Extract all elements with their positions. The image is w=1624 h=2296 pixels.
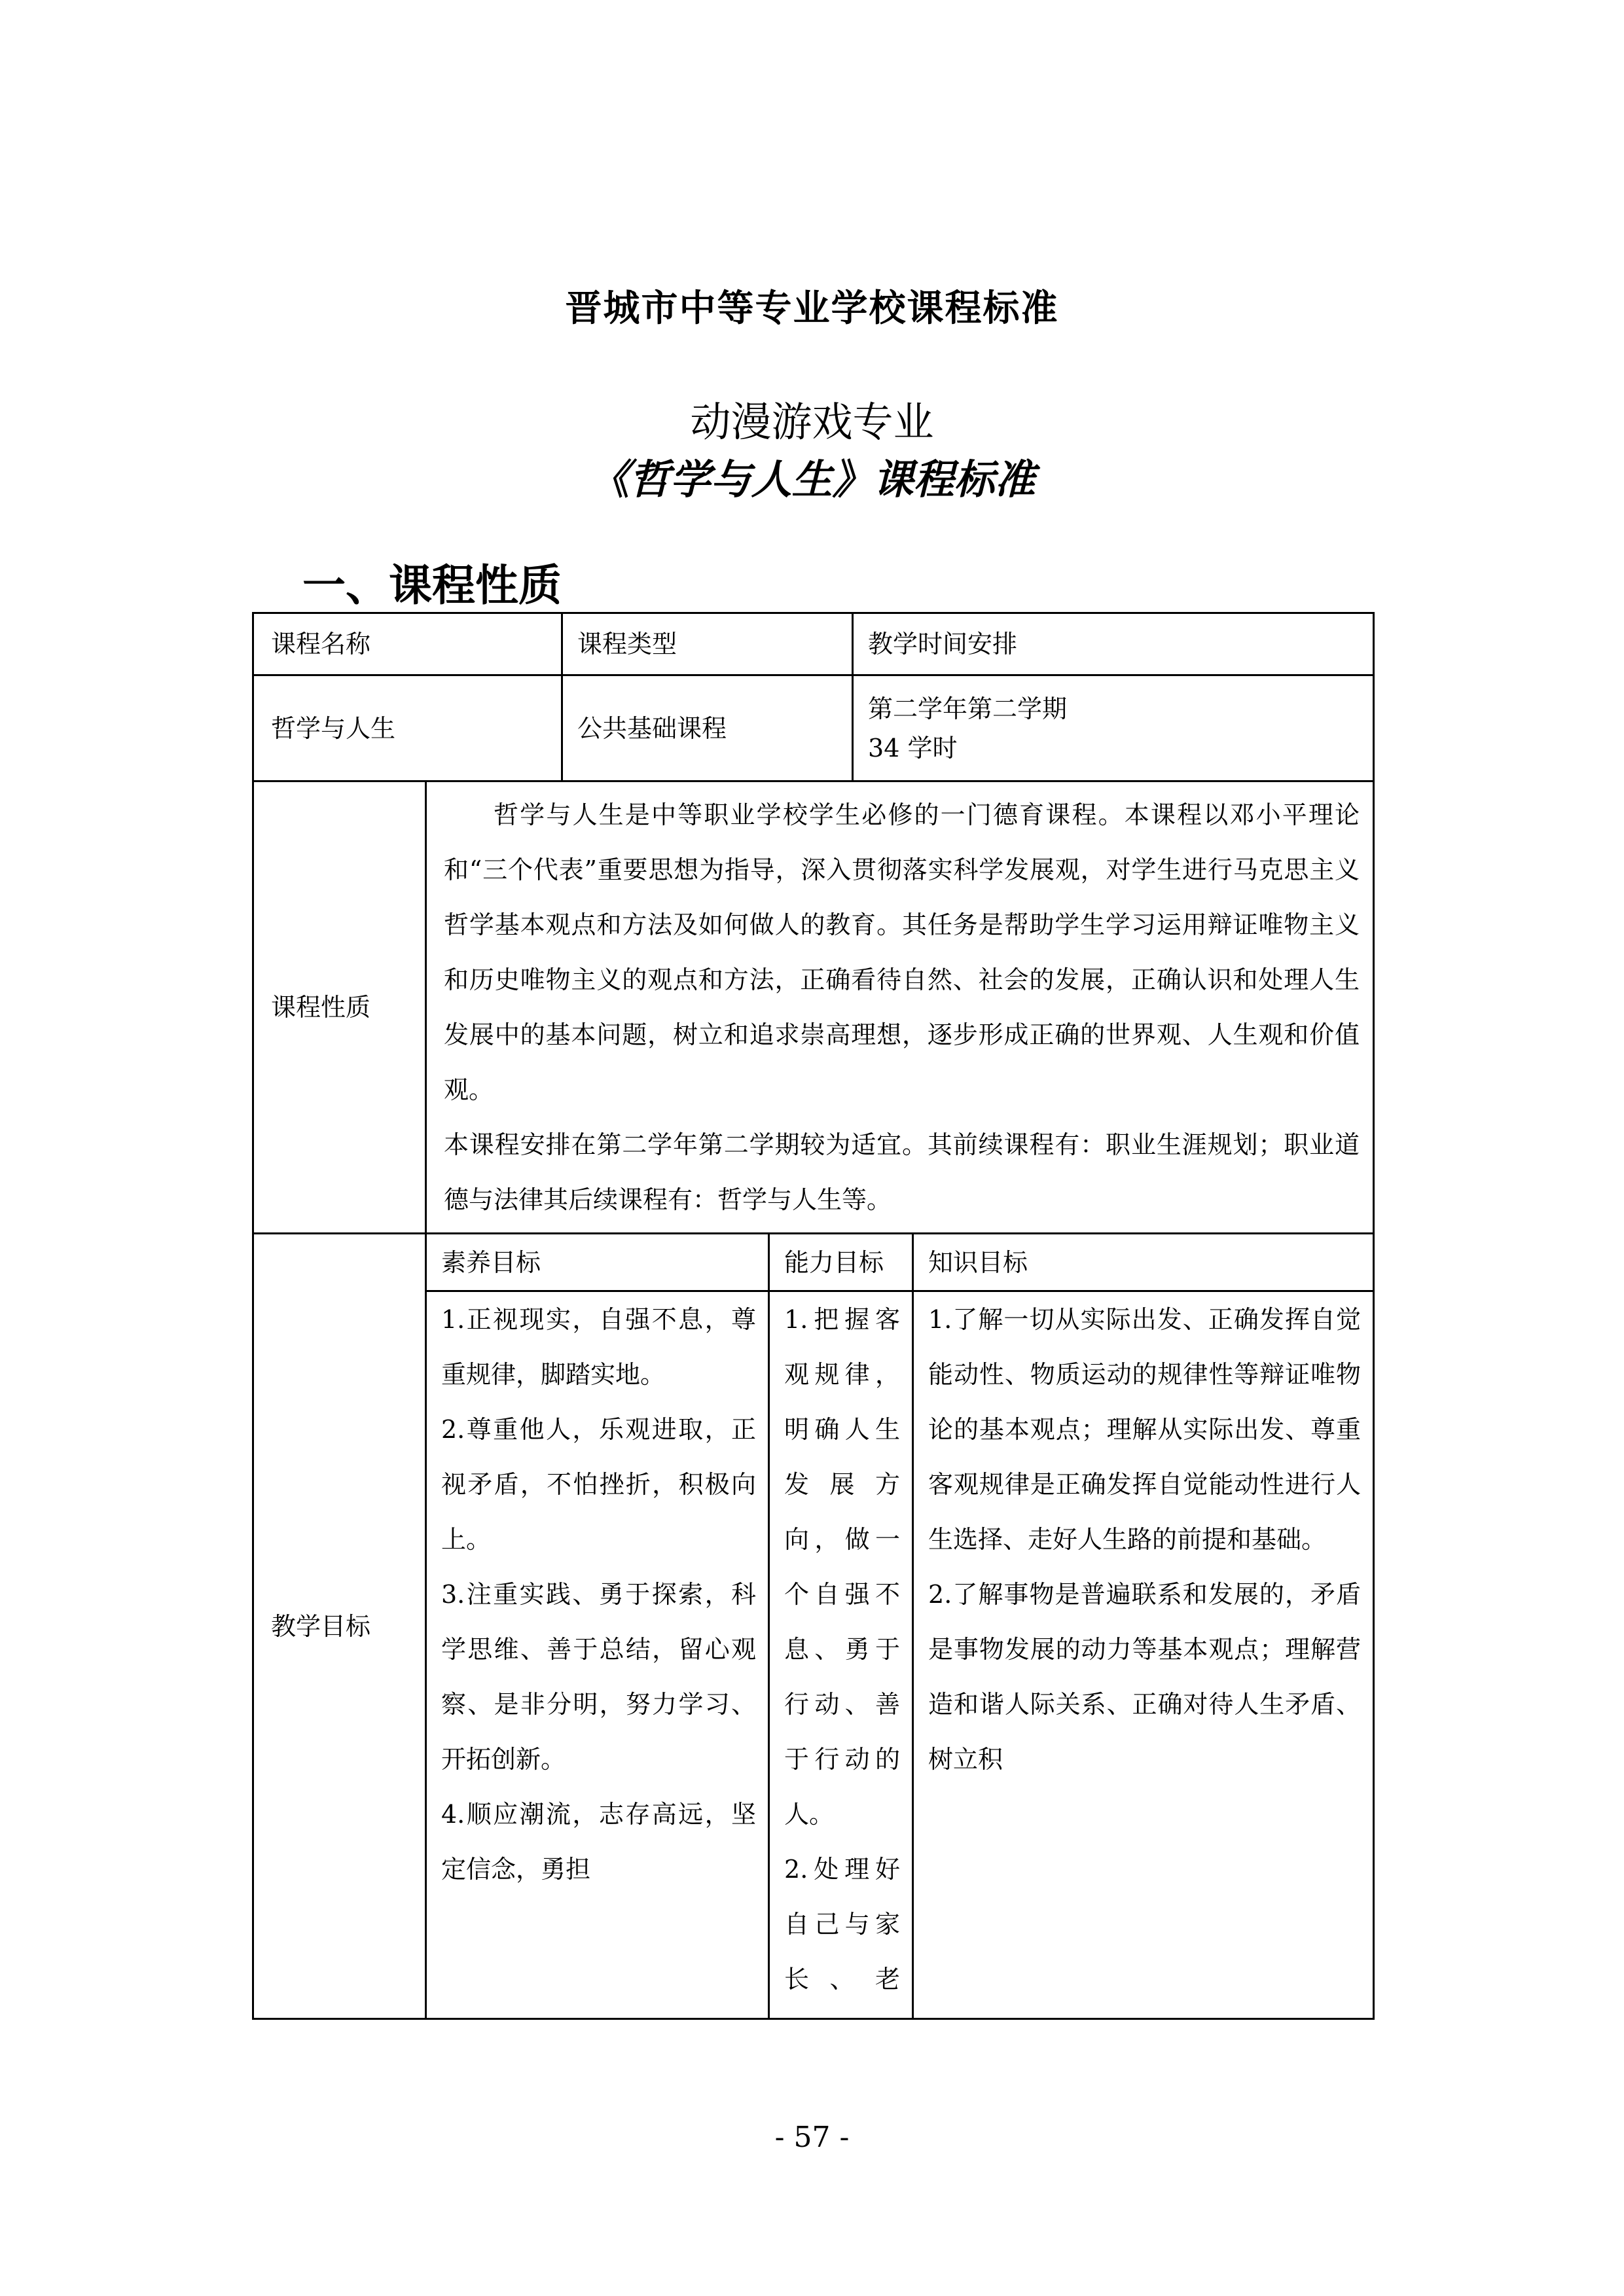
schedule-term: 第二学年第二学期 <box>868 694 1068 723</box>
table-row <box>253 675 1374 781</box>
objectives-header-row <box>253 1234 1374 1291</box>
course-title: 《哲学与人生》课程标准 <box>588 456 1036 503</box>
page-number: - 57 - <box>774 2121 850 2154</box>
course-info-table <box>252 612 1375 2020</box>
course-type-header: 课程类型 <box>562 613 853 675</box>
literacy-objectives-text: 1.正视现实，自强不息，尊重规律，脚踏实地。 2.尊重他人，乐观进取，正视矛盾，不怕挫折，积极向上。 3.注重实践、勇于探索，科学思维、善于总结，留心观察、是非分明，努力学习、开拓创新。 4.顺应潮流，志存高远，坚定信念，勇担 <box>441 1305 757 1884</box>
course-nature-label: 课程性质 <box>253 781 426 1234</box>
literacy-objectives-cell <box>426 1291 769 2019</box>
course-nature-row <box>253 781 1374 1234</box>
schedule-hours: 34 学时 <box>868 733 958 762</box>
document-title: 晋城市中等专业学校课程标准 <box>565 287 1059 330</box>
major-name: 动漫游戏专业 <box>690 398 934 446</box>
course-name-cell: 哲学与人生 <box>253 675 562 781</box>
knowledge-objectives-text: 1.了解一切从实际出发、正确发挥自觉能动性、物质运动的规律性等辩证唯物论的基本观点；理解从实际出发、尊重客观规律是正确发挥自觉能动性进行人生选择、走好人生路的前提和基础。 2.了解事物是普遍联系和发展的，矛盾是事物发展的动力等基本观点；理解营造和谐人际关系、正确对待人生矛盾、树立积 <box>928 1305 1362 1774</box>
course-nature-paragraph-1: 哲学与人生是中等职业学校学生必修的一门德育课程。本课程以邓小平理论和“三个代表”重要思想为指导，深入贯彻落实科学发展观，对学生进行马克思主义哲学基本观点和方法及如何做人的教育。其任务是帮助学生学习运用辩证唯物主义和历史唯物主义的观点和方法，正确看待自然、社会的发展，正确认识和处理人生发展中的基本问题，树立和追求崇高理想，逐步形成正确的世界观、人生观和价值观。 <box>444 800 1360 1104</box>
literacy-objectives-header: 素养目标 <box>426 1234 769 1291</box>
course-nature-content <box>426 781 1374 1234</box>
ability-objectives-text: 1.把握客观规律，明确人生发展方向，做一个自强不息、勇于行动、善于行动的人。 2.处理好自己与家长、老 <box>784 1305 901 1994</box>
schedule-header: 教学时间安排 <box>853 613 1374 675</box>
course-nature-paragraph-2: 本课程安排在第二学年第二学期较为适宜。其前续课程有：职业生涯规划；职业道德与法律其后续课程有：哲学与人生等。 <box>444 1130 1360 1214</box>
course-type-cell: 公共基础课程 <box>562 675 853 781</box>
ability-objectives-header: 能力目标 <box>769 1234 913 1291</box>
course-name-header: 课程名称 <box>253 613 562 675</box>
section-heading: 一、课程性质 <box>302 560 562 611</box>
table-header-row <box>253 613 1374 675</box>
schedule-cell <box>853 675 1374 781</box>
teaching-objectives-label: 教学目标 <box>253 1234 426 2019</box>
knowledge-objectives-header: 知识目标 <box>913 1234 1374 1291</box>
knowledge-objectives-cell <box>913 1291 1374 2019</box>
ability-objectives-cell <box>769 1291 913 2019</box>
